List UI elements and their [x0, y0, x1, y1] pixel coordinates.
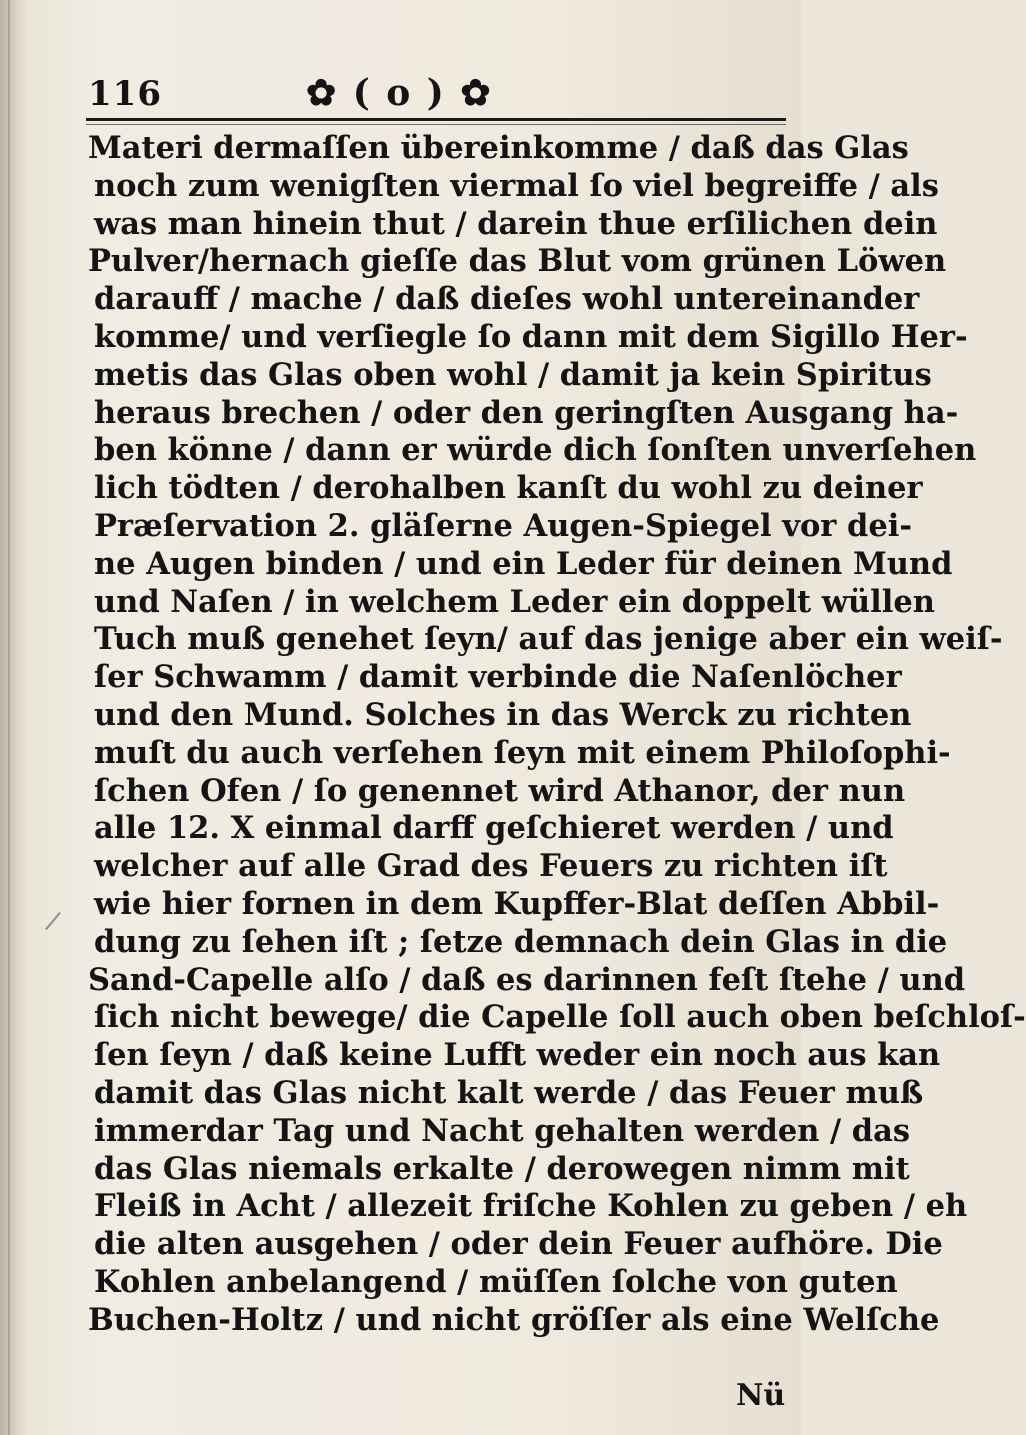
running-header — [86, 68, 786, 120]
text-line: metis das Glas oben wohl / damit ja kein Spiritus — [94, 356, 932, 393]
text-line: was man hinein thut / darein thue erſilichen dein — [94, 205, 938, 242]
text-line: Kohlen anbelangend / müſſen ſolche von guten — [94, 1263, 898, 1300]
header-ornament: ✿ ( o ) ✿ — [306, 72, 493, 114]
page-gutter — [0, 0, 26, 1435]
text-line: und Naſen / in welchem Leder ein doppelt wüllen — [94, 583, 935, 620]
text-line: Fleiß in Acht / allezeit friſche Kohlen zu geben / eh — [94, 1188, 968, 1225]
text-line: Tuch muß genehet ſeyn/ auf das jenige aber ein weiſ- — [94, 621, 1003, 658]
text-line: immerdar Tag und Nacht gehalten werden / das — [94, 1112, 911, 1149]
text-line: ſen ſeyn / daß keine Lufft weder ein noch aus kan — [94, 1037, 941, 1074]
margin-mark — [45, 912, 61, 930]
catchword: Nü — [736, 1378, 786, 1413]
text-line: ben könne / dann er würde dich ſonſten unverſehen — [94, 432, 977, 469]
text-line: Pulver/hernach gieſſe das Blut vom grünen Löwen — [88, 243, 947, 280]
text-line: Præſervation 2. gläſerne Augen-Spiegel vor dei- — [94, 507, 912, 544]
header-rule-thin — [86, 124, 786, 125]
text-line: heraus brechen / oder den geringſten Ausgang ha- — [94, 394, 959, 431]
text-line: komme/ und verſiegle ſo dann mit dem Sigillo Her- — [94, 318, 968, 355]
text-line: welcher auf alle Grad des Feuers zu richten iſt — [94, 848, 888, 885]
text-line: darauff / mache / daß dieſes wohl untereinander — [94, 281, 920, 318]
text-line: Buchen-Holtz / und nicht gröſſer als eine Welſche — [88, 1301, 940, 1338]
text-line: wie hier fornen in dem Kupffer-Blat deſſen Abbil- — [94, 885, 940, 922]
text-line: damit das Glas nicht kalt werde / das Feuer muß — [94, 1074, 924, 1111]
text-line: noch zum wenigſten viermal ſo viel begreiffe / als — [94, 167, 939, 204]
text-line: das Glas niemals erkalte / derowegen nimm mit — [94, 1150, 910, 1187]
header-rule — [86, 118, 786, 121]
text-line: Materi dermaſſen übereinkomme / daß das Glas — [88, 130, 909, 166]
binding-edge — [8, 0, 10, 1435]
body-text — [88, 130, 1026, 1340]
text-line: ſich nicht bewege/ die Capelle ſoll auch oben beſchloſ- — [94, 999, 1026, 1036]
page-number: 116 — [88, 74, 162, 114]
text-line: ſchen Ofen / ſo genennet wird Athanor, der nun — [94, 772, 906, 809]
text-line: die alten ausgehen / oder dein Feuer aufhöre. Die — [94, 1226, 943, 1263]
text-line: und den Mund. Solches in das Werck zu richten — [94, 696, 912, 733]
text-line: dung zu ſehen iſt ; ſetze demnach dein Glas in die — [94, 923, 948, 960]
text-line: muſt du auch verſehen ſeyn mit einem Philoſophi- — [94, 734, 951, 771]
text-line: alle 12. X einmal darff geſchieret werden / und — [94, 810, 894, 847]
text-line: ne Augen binden / und ein Leder für deinen Mund — [94, 545, 953, 582]
text-line: ſer Schwamm / damit verbinde die Naſenlöcher — [94, 659, 902, 696]
text-line: Sand-Capelle alſo / daß es darinnen feſt ſtehe / und — [88, 961, 966, 998]
text-line: lich tödten / derohalben kanſt du wohl zu deiner — [94, 470, 923, 507]
